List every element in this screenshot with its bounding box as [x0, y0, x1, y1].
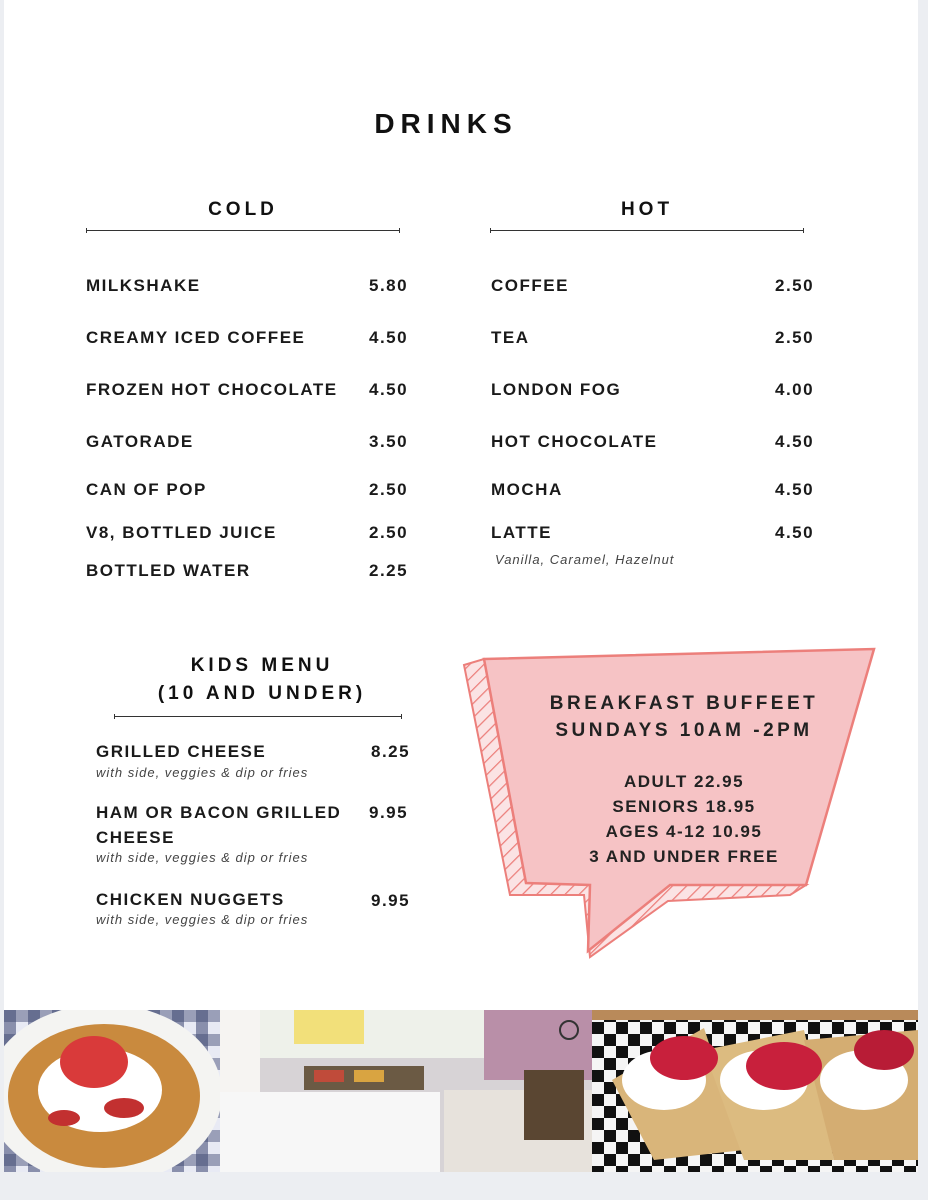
waffle-photo	[4, 1010, 222, 1172]
cold-item-name: MILKSHAKE	[86, 276, 201, 295]
cold-item-name: BOTTLED WATER	[86, 561, 251, 580]
page-title: DRINKS	[374, 108, 518, 139]
buffet-title-line2: SUNDAYS 10AM -2PM	[555, 720, 813, 741]
kids-item-note: with side, veggies & dip or fries	[96, 765, 309, 780]
buffet-title	[514, 690, 854, 744]
hot-item-price: 2.50	[775, 328, 815, 347]
cold-divider	[86, 230, 400, 231]
hot-item-name: MOCHA	[491, 480, 563, 499]
hot-item-price: 4.50	[775, 523, 815, 542]
cold-item-price: 4.50	[369, 328, 409, 347]
buffet-price-adult: ADULT 22.95	[623, 772, 745, 791]
kids-item-name: CHICKEN NUGGETS	[96, 890, 285, 909]
cold-item-price: 4.50	[369, 380, 409, 399]
hot-item-price: 2.50	[775, 276, 815, 295]
hot-heading: HOT	[620, 199, 674, 220]
cold-item-price: 5.80	[369, 276, 409, 295]
cold-item-price: 2.50	[369, 523, 409, 542]
latte-flavors-note: Vanilla, Caramel, Hazelnut	[495, 552, 675, 567]
hot-item-name: HOT CHOCOLATE	[491, 432, 658, 451]
hot-item-price: 4.00	[775, 380, 815, 399]
kids-item-name: GRILLED CHEESE	[96, 742, 267, 761]
cold-heading: COLD	[208, 199, 278, 220]
hot-item-name: LONDON FOG	[491, 380, 622, 399]
hot-item-price: 4.50	[775, 480, 815, 499]
buffet-price-seniors: SENIORS 18.95	[612, 797, 756, 816]
menu-page	[4, 0, 918, 1172]
cold-item-name: CAN OF POP	[86, 480, 207, 499]
cold-item-price: 3.50	[369, 432, 409, 451]
kids-divider	[114, 716, 402, 717]
cold-item-price: 2.50	[369, 480, 409, 499]
french-toast-photo	[592, 1010, 918, 1172]
kids-item-name: HAM OR BACON GRILLED CHEESE	[96, 803, 342, 847]
kids-heading-line1: KIDS MENU	[190, 655, 334, 676]
hot-divider	[490, 230, 804, 231]
buffet-table-photo	[220, 1010, 592, 1172]
cold-item-price: 2.25	[369, 561, 409, 580]
buffet-title-line1: BREAKFAST BUFFEET	[549, 693, 819, 714]
photo-strip	[4, 1010, 918, 1172]
hot-item-price: 4.50	[775, 432, 815, 451]
kids-menu-heading	[114, 652, 410, 708]
cold-item-name: CREAMY ICED COFFEE	[86, 328, 306, 347]
kids-item-price: 9.95	[371, 891, 411, 910]
cold-item-name: FROZEN HOT CHOCOLATE	[86, 380, 338, 399]
hot-item-name: LATTE	[491, 523, 553, 542]
hot-item-name: COFFEE	[491, 276, 569, 295]
buffet-price-ages: AGES 4-12 10.95	[605, 822, 763, 841]
kids-heading-line2: (10 AND UNDER)	[157, 683, 367, 704]
kids-item-price: 9.95	[369, 803, 409, 822]
cold-item-name: V8, BOTTLED JUICE	[86, 523, 277, 542]
cold-item-name: GATORADE	[86, 432, 194, 451]
buffet-price-free: 3 AND UNDER FREE	[589, 847, 779, 866]
kids-item-price: 8.25	[371, 742, 411, 761]
hot-item-name: TEA	[491, 328, 530, 347]
kids-item-note: with side, veggies & dip or fries	[96, 912, 309, 927]
kids-item-note: with side, veggies & dip or fries	[96, 850, 309, 865]
